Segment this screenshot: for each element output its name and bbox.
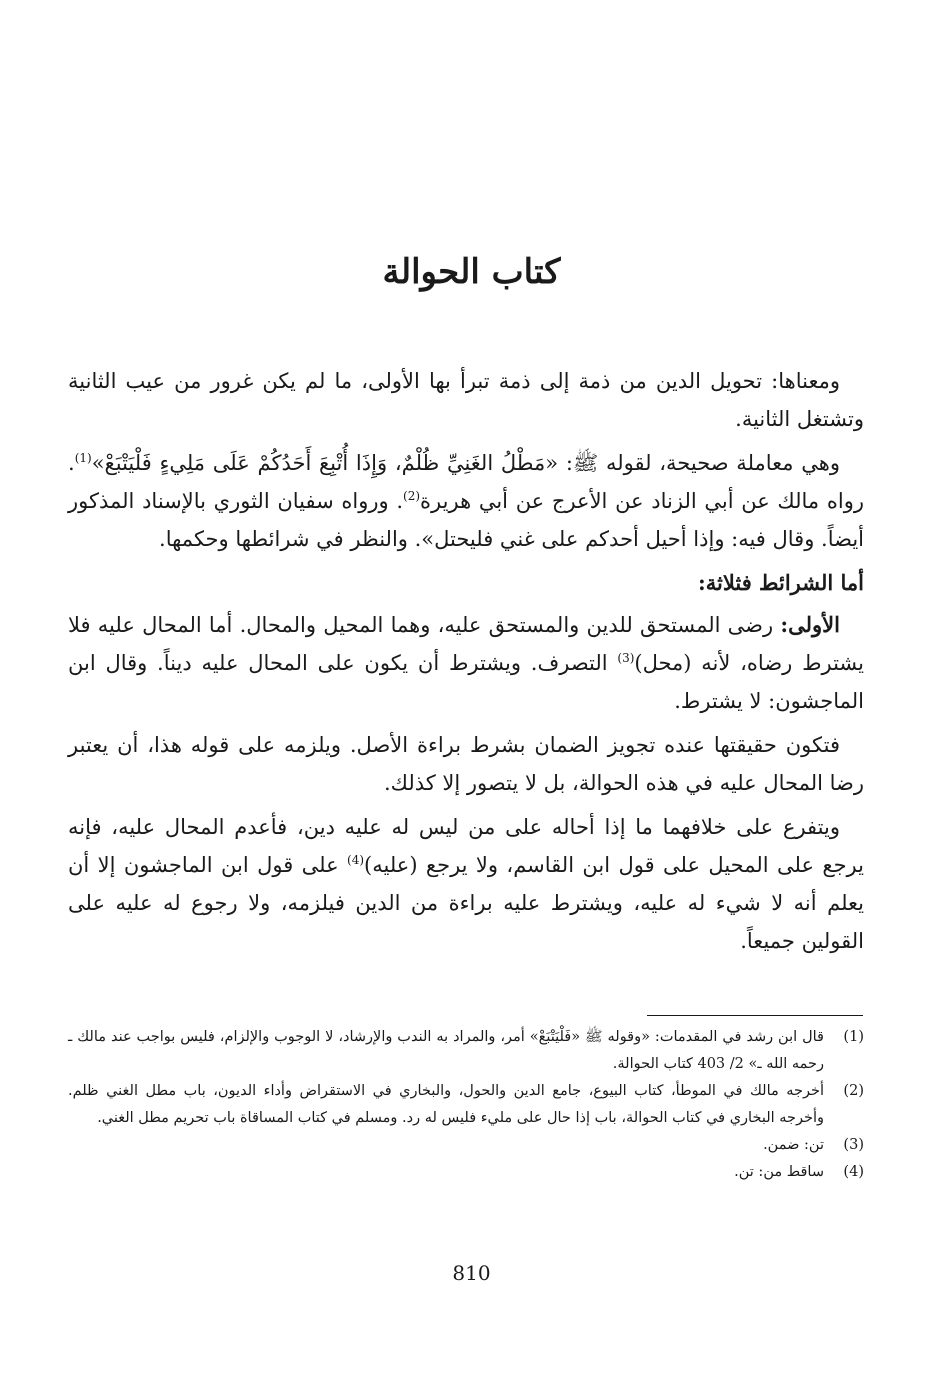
section-heading-conditions: أما الشرائط فثلاثة: xyxy=(697,570,864,595)
hadith-text: وهي معاملة صحيحة، لقوله ﷺ: «مَطْلُ الغَنِيِّ ظُلْمٌ، وَإِذَا أُتْبِعَ أَحَدُكُمْ عَلَى مَلِيءٍ فَلْيَتْبَعْ» xyxy=(91,451,840,475)
paragraph-branch xyxy=(68,808,864,960)
footnote-ref-2[interactable]: (2) xyxy=(403,489,421,503)
paragraph-first-condition xyxy=(68,606,864,720)
first-condition-text: رضى المستحق للدين والمستحق عليه، وهما المحيل والمحال. أما المحال عليه فلا يشترط رضاه، لأنه (محل) xyxy=(68,613,864,675)
footnote-item xyxy=(68,1078,864,1132)
paragraph-consequence: فتكون حقيقتها عنده تجويز الضمان بشرط براءة الأصل. ويلزمه على قوله هذا، أن يعتبر رضا المحال عليه في هذه الحوالة، بل لا يتصور إلا كذلك. xyxy=(68,733,864,795)
branch-text: ويتفرع على خلافهما ما إذا أحاله على من ليس له عليه دين، فأعدم المحال عليه، فإنه يرجع على المحيل على قول ابن القاسم، ولا يرجع (عليه) xyxy=(68,815,864,877)
footnote-item xyxy=(68,1159,864,1186)
branch-text-continued: على قول ابن الماجشون إلا أن يعلم أنه لا شيء له عليه، ويشترط عليه براءة من الدين فيلزمه، ولا رجوع له عليه على القولين جميعاً. xyxy=(68,853,864,953)
footnote-ref-1[interactable]: (1) xyxy=(74,451,92,465)
footnote-text: تن: ضمن. xyxy=(763,1137,824,1153)
footnote-number: (1) xyxy=(843,1029,864,1045)
footnote-number: (2) xyxy=(843,1083,864,1099)
footnote-text: ساقط من: تن. xyxy=(734,1164,824,1180)
footnote-item xyxy=(68,1132,864,1159)
paragraph-definition: ومعناها: تحويل الدين من ذمة إلى ذمة تبرأ بها الأولى، ما لم يكن غرور من عيب الثانية وتشتغل الثانية. xyxy=(68,369,864,431)
footnote-text: قال ابن رشد في المقدمات: «وقوله ﷺ «فَلْيَتْبَعْ» أمر، والمراد به الندب والإرشاد، لا الوجوب والإلزام، فليس بواجب عند مالك ـ رحمه الله ـ» 2/ 403 كتاب الحوالة. xyxy=(68,1029,824,1072)
first-condition-label: الأولى: xyxy=(780,612,840,637)
footnote-ref-3[interactable]: (3) xyxy=(617,651,635,665)
chapter-title: كتاب الحوالة xyxy=(382,252,561,292)
footnote-text: أخرجه مالك في الموطأ، كتاب البيوع، جامع الدين والحول، والبخاري في الاستقراض وأداء الديون، باب مطل الغني ظلم. وأخرجه البخاري في كتاب الحوالة، باب إذا حال على مليء فليس له رد. ومسلم في كتاب المساقاة باب تحريم مطل الغني. xyxy=(68,1083,824,1126)
narration-text-continued: . ورواه سفيان الثوري بالإسناد المذكور أيضاً. وقال فيه: وإذا أحيل أحدكم على غني فليحتل». والنظر في شرائطها وحكمها. xyxy=(68,489,864,551)
first-condition-text-continued: التصرف. ويشترط أن يكون على المحال عليه ديناً. وقال ابن الماجشون: لا يشترط. xyxy=(68,651,864,713)
main-text xyxy=(68,362,864,966)
footnote-item xyxy=(68,1024,864,1078)
page-number: 810 xyxy=(452,1261,491,1285)
footnote-separator xyxy=(647,1015,863,1016)
footnote-ref-4[interactable]: (4) xyxy=(347,853,365,867)
footnote-number: (4) xyxy=(843,1164,864,1180)
narration-text: . رواه مالك عن أبي الزناد عن الأعرج عن أبي هريرة xyxy=(68,451,864,513)
footnotes-list xyxy=(68,1024,864,1186)
paragraph-hadith xyxy=(68,444,864,558)
footnote-number: (3) xyxy=(843,1137,864,1153)
